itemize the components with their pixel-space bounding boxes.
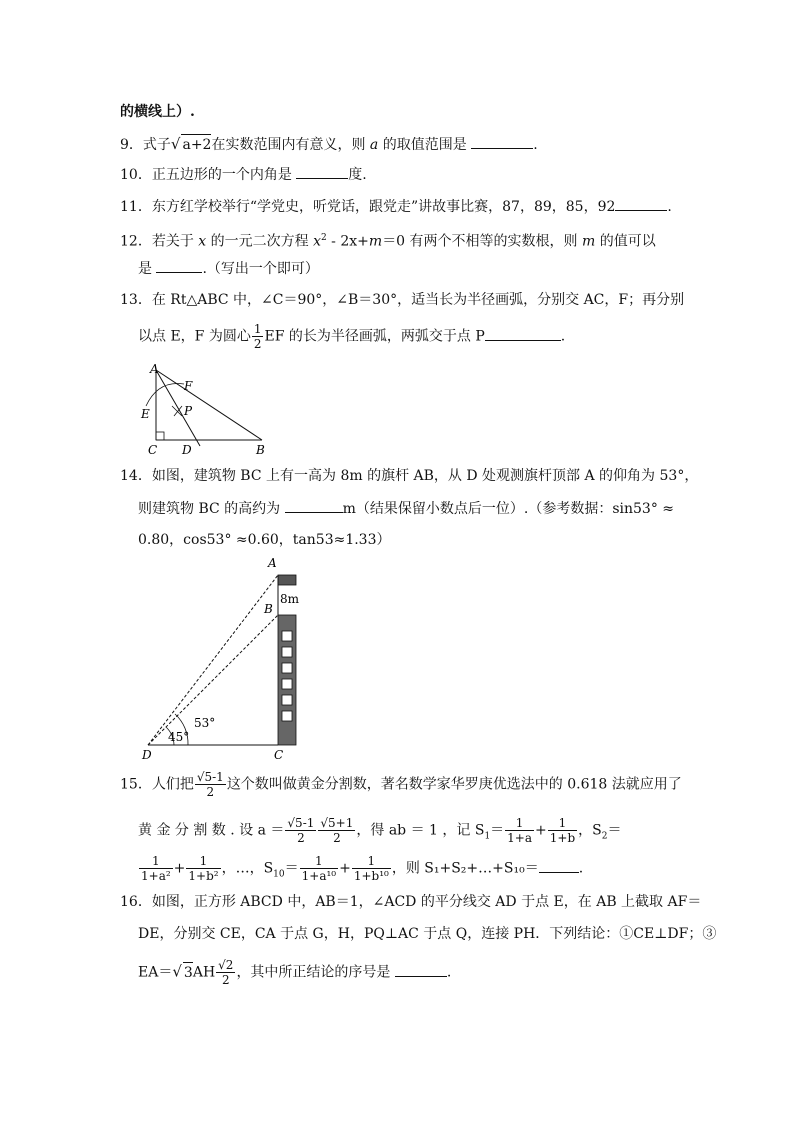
answer-blank-9[interactable] — [471, 134, 533, 149]
label-angle-53: 53° — [194, 716, 216, 730]
label-E: E — [141, 407, 150, 421]
answer-blank-11[interactable] — [615, 196, 667, 211]
label-C: C — [274, 748, 284, 762]
question-15-line3: $\frac{1}{\text{1+a²}}$ + $\frac{1}{\text{1+b²}}$ ，…，$S_{10}=$ $\frac{1}{\text{1+a¹⁰}}$ + $\frac{1}{\text{1+b¹⁰}}$ ，则 S₁+S₂+…+S₁₀＝ . — [141, 854, 584, 883]
label-A: A — [150, 362, 159, 376]
answer-blank-16[interactable] — [395, 962, 447, 977]
question-9: 9．式子√ a+2在实数范围内有意义，则 a 的取值范围是 . — [120, 135, 538, 153]
figure-13-triangle — [138, 360, 278, 460]
answer-blank-12[interactable] — [156, 258, 202, 273]
label-angle-45: 45° — [168, 730, 190, 744]
question-15: 15．人们把 $\frac{√5-1}{2}$ 这个数叫做黄金分割数，著名数学家华罗庚优选法中的 0.618 法就应用了 — [120, 770, 682, 799]
question-16: 16．如图，正方形 ABCD 中，AB＝1，∠ACD 的平分线交 AD 于点 E，在 AB 上截取 AF＝ — [120, 894, 702, 910]
label-P: P — [184, 404, 193, 418]
question-15-line2: 黄 金 分 割 数 . 设 a ＝ $\frac{√5-1}{2}$ $\frac{√5+1}{2}$ ，得 ab ＝ 1 ，记 $S_1=$ $\frac{1}{1+a}$ + $\frac{1}{1+b}$ ，$S_2=$ — [138, 816, 622, 845]
label-D: D — [182, 443, 192, 457]
answer-blank-14[interactable] — [285, 498, 343, 513]
figure-14-building — [138, 555, 308, 763]
label-D: D — [142, 748, 152, 762]
question-13-line2: 以点 E，F 为圆心 $\frac{1}{2}$ EF 的长为半径画弧，两弧交于点 P . — [138, 322, 566, 351]
question-14-line2: 则建筑物 BC 的高约为 m（结果保留小数点后一位）.（参考数据：sin53° ≈ — [138, 498, 674, 519]
question-10: 10．正五边形的一个内角是 度. — [120, 164, 367, 185]
label-C: C — [148, 443, 158, 457]
answer-blank-15[interactable] — [539, 858, 579, 873]
label-B: B — [256, 443, 265, 457]
question-14: 14．如图，建筑物 BC 上有一高为 8m 的旗杆 AB，从 D 处观测旗杆顶部 A 的仰角为 53°， — [120, 468, 699, 484]
question-16-line2: DE，分别交 CE，CA 于点 G，H，PQ⊥AC 于点 Q，连接 PH．下列结论：①CE⊥DF；③ — [138, 926, 717, 942]
question-12-line2: 是 .（写出一个即可） — [138, 258, 319, 279]
label-height: 8m — [280, 592, 300, 606]
label-F: F — [184, 379, 193, 393]
question-12: 12．若关于 x 的一元二次方程 $x^2 - 2x+m=0$ 有两个不相等的实数根，则 m 的值可以 — [120, 233, 656, 250]
question-13: 13．在 Rt△ABC 中，∠C＝90°，∠B＝30°，适当长为半径画弧，分别交 AC，F；再分别 — [120, 292, 685, 308]
question-11: 11．东方红学校举行“学党史，听党话，跟党走”讲故事比赛，87，89，85，92 . — [120, 196, 672, 217]
label-A: A — [268, 556, 277, 570]
header-tail: 的横线上）. — [120, 104, 195, 120]
label-B: B — [264, 602, 273, 616]
question-16-line3: EA＝√ 3AH $\frac{√2}{2}$ ，其中所正结论的序号是 . — [138, 958, 452, 987]
question-14-line3: 0.80，cos53° ≈0.60，tan53≈1.33） — [138, 532, 391, 548]
answer-blank-13[interactable] — [485, 326, 561, 341]
answer-blank-10[interactable] — [296, 164, 348, 179]
